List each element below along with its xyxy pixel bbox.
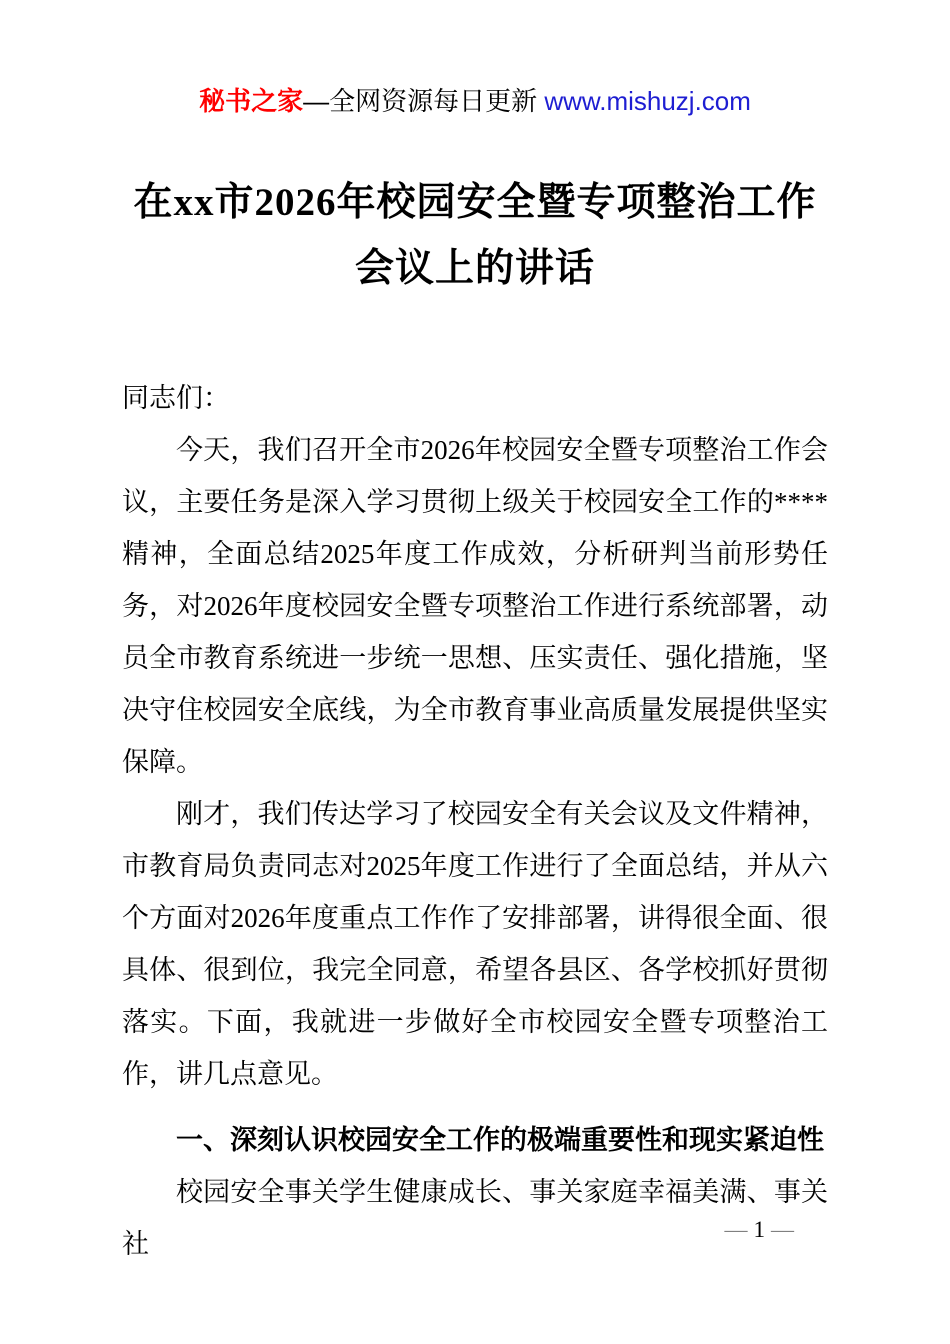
document-title-line2: 会议上的讲话 <box>354 247 595 290</box>
page-number-value: 1 <box>753 1217 765 1242</box>
document-body <box>122 372 828 1270</box>
page-number-footer <box>719 1215 801 1245</box>
body-paragraph-1: 今天，我们召开全市2026年校园安全暨专项整治工作会议，主要任务是深入学习贯彻上级关于校园安全工作的****精神，全面总结2025年度工作成效，分析研判当前形势任务，对2026年度校园安全暨专项整治工作进行系统部署，动员全市教育系统进一步统一思想、压实责任、强化措施，坚决守住校园安全底线，为全市教育事业高质量发展提供坚实保障。 <box>122 435 828 777</box>
brand-name: 秘书之家 <box>199 86 304 116</box>
header-tagline: —全网资源每日更新 <box>303 86 545 116</box>
body-paragraph-2: 刚才，我们传达学习了校园安全有关会议及文件精神，市教育局负责同志对2025年度工作进行了全面总结，并从六个方面对2026年度重点工作作了安排部署，讲得很全面、很具体、很到位，我完全同意，希望各县区、各学校抓好贯彻落实。下面，我就进一步做好全市校园安全暨专项整治工作，讲几点意见。 <box>122 799 828 1089</box>
site-url-link[interactable]: www.mishuzj.com <box>544 86 751 116</box>
body-paragraph-3: 校园安全事关学生健康成长、事关家庭幸福美满、事关社 <box>122 1177 828 1259</box>
document-title <box>122 170 828 302</box>
site-header <box>122 84 828 118</box>
page-number-dash-right: — <box>771 1217 794 1242</box>
document-title-line1: 在xx市2026年校园安全暨专项整治工作 <box>133 181 817 224</box>
page-number-dash-left: — <box>724 1217 748 1242</box>
section-heading-1: 一、深刻认识校园安全工作的极端重要性和现实紧迫性 <box>176 1125 824 1155</box>
salutation: 同志们： <box>122 383 230 413</box>
